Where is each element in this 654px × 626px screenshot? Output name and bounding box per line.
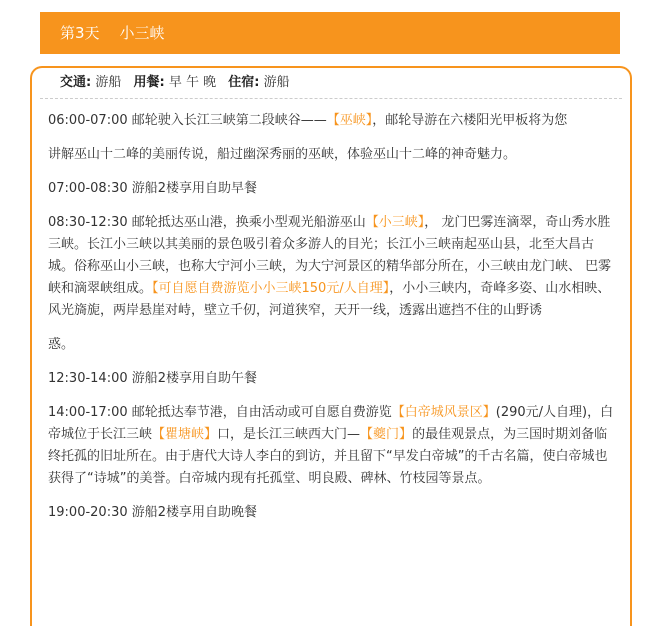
itinerary-paragraph: [48, 110, 616, 132]
transport-value: 游船: [95, 75, 122, 90]
itinerary-paragraph: [48, 368, 616, 390]
itinerary-paragraph: [48, 334, 616, 356]
paragraph-text: (290元/人自理)，白帝城位于长江三峡: [48, 405, 614, 442]
day-meta: [60, 72, 298, 94]
paragraph-text: 06:00-07:00 邮轮驶入长江三峡第二段峡谷——: [48, 113, 327, 128]
paragraph-text: 12:30-14:00 游船2楼享用自助午餐: [48, 371, 258, 386]
paragraph-text: 口，是长江三峡西大门—: [217, 427, 361, 442]
meals-value: 早 午 晚: [168, 75, 217, 90]
itinerary-paragraph: [48, 144, 616, 166]
day-number: 第3天: [60, 24, 100, 42]
highlight-text: 【可自愿自费游览小小三峡150元/人自理】: [152, 281, 390, 296]
itinerary-paragraph: [48, 212, 616, 322]
paragraph-text: 08:30-12:30 邮轮抵达巫山港，换乘小型观光船游巫山: [48, 215, 366, 230]
itinerary-content: [48, 110, 616, 536]
transport-label: 交通:: [60, 75, 92, 90]
paragraph-text: 07:00-08:30 游船2楼享用自助早餐: [48, 181, 258, 196]
day-header: [40, 12, 620, 54]
meals-label: 用餐:: [133, 75, 165, 90]
paragraph-text: ，邮轮导游在六楼阳光甲板将为您: [372, 113, 568, 128]
paragraph-text: 讲解巫山十二峰的美丽传说，船过幽深秀丽的巫峡，体验巫山十二峰的神奇魅力。: [48, 147, 517, 162]
highlight-text: 【夔门】: [360, 427, 413, 442]
day-title: 小三峡: [119, 24, 165, 42]
itinerary-paragraph: [48, 178, 616, 200]
highlight-text: 【白帝城风景区】: [391, 405, 496, 420]
lodging-value: 游船: [263, 75, 290, 90]
paragraph-text: 惑。: [48, 337, 75, 352]
itinerary-paragraph: [48, 402, 616, 490]
itinerary-paragraph: [48, 502, 616, 524]
paragraph-text: 的最佳观景点，为三国时期刘备临终托孤的旧址所在。由于唐代大诗人李白的到访，并且留下“早发白帝城”的千古名篇，使白帝城也获得了“诗城”的美誉。白帝城内现有托孤堂、明良殿、碑林、竹枝园等景点。: [48, 427, 608, 486]
paragraph-text: ， 龙门巴雾连滴翠，奇山秀水胜三峡。长江小三峡以其美丽的景色吸引着众多游人的目光；长江小三峡南起巫山县，北至大昌古城。俗称巫山小三峡，也称大宁河小三峡，为大宁河景区的精华部分所在，小三峡由龙门峡、 巴雾峡和滴翠峡组成。: [48, 215, 612, 296]
highlight-text: 【小三峡】: [365, 215, 425, 230]
lodging-label: 住宿:: [228, 75, 260, 90]
highlight-text: 【瞿塘峡】: [152, 427, 218, 442]
paragraph-text: ，小小三峡内，奇峰多姿、山水相映、风光旖旎，两岸悬崖对峙，壁立千仞，河道狭窄，天开一线，透露出遮挡不住的山野诱: [48, 281, 611, 318]
paragraph-text: 19:00-20:30 游船2楼享用自助晚餐: [48, 505, 258, 520]
paragraph-text: 14:00-17:00 邮轮抵达奉节港，自由活动或可自愿自费游览: [48, 405, 392, 420]
divider: [40, 98, 622, 99]
itinerary-card: [30, 66, 632, 626]
highlight-text: 【巫峡】: [326, 113, 373, 128]
